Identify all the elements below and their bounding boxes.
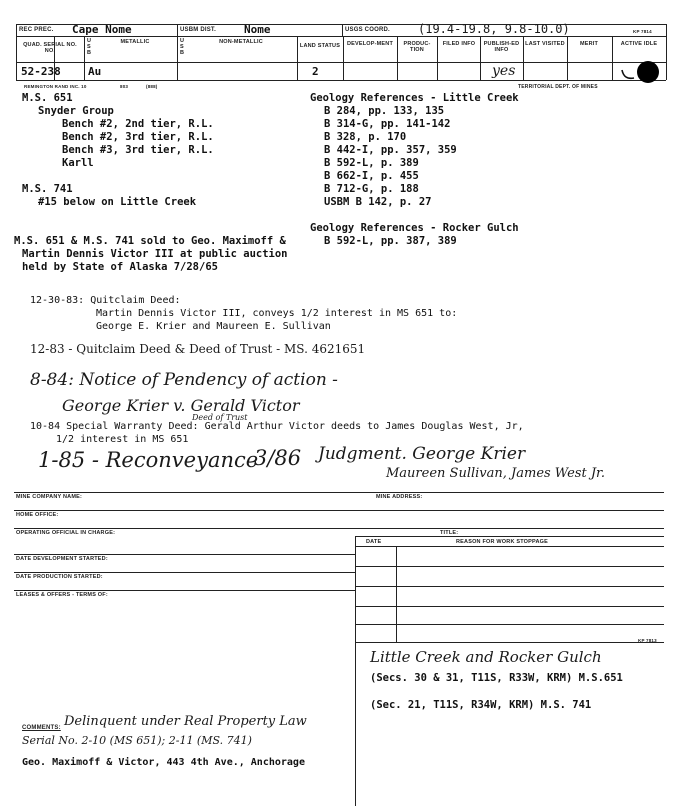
- geo-ref-little-3: B 328, p. 170: [324, 131, 407, 143]
- warranty-line-2: 1/2 interest in MS 651: [56, 434, 189, 445]
- bench-line-3: Bench #3, 3rd tier, R.L.: [62, 144, 214, 156]
- rec-prec-value: Cape Nome: [72, 23, 132, 36]
- col-development: DEVELOP-MENT: [346, 41, 394, 47]
- active-status-dot-icon: [616, 60, 664, 84]
- usgs-coord-label: USGS COORD.: [345, 27, 390, 33]
- stamp-code-2: (888): [146, 84, 158, 89]
- location-line-1: (Secs. 30 & 31, T11S, R33W, KRM) M.S.651: [370, 672, 623, 684]
- handwritten-note-7: Maureen Sullivan, James West Jr.: [386, 466, 605, 481]
- col-metallic: METALLIC: [120, 39, 150, 45]
- date-production-label: DATE PRODUCTION STARTED:: [16, 574, 103, 580]
- territorial-dept: TERRITORIAL DEPT. OF MINES: [518, 84, 598, 90]
- row-metallic-value: Au: [88, 65, 102, 78]
- title-label: TITLE:: [440, 530, 459, 536]
- geo-ref-little-7: B 712-G, p. 188: [324, 183, 419, 195]
- comments-owner: Geo. Maximoff & Victor, 443 4th Ave., Anchorage: [22, 757, 305, 768]
- geo-ref-little-1: B 284, pp. 133, 135: [324, 105, 445, 117]
- geo-refs-little-title: Geology References - Little Creek: [310, 92, 519, 104]
- row-land-status-value: 2: [312, 65, 319, 78]
- col-active-idle: ACTIVE IDLE: [620, 41, 658, 47]
- location-handwritten-title: Little Creek and Rocker Gulch: [370, 648, 602, 666]
- geo-refs-rocker-title: Geology References - Rocker Gulch: [310, 222, 519, 234]
- col-non-metallic: NON-METALLIC: [219, 39, 263, 45]
- sale-line-1: M.S. 651 & M.S. 741 sold to Geo. Maximoff &: [14, 235, 286, 247]
- usbm-dist-label: USBM DIST.: [180, 27, 217, 33]
- ms-651-heading: M.S. 651: [22, 92, 73, 104]
- geo-ref-rocker-1: B 592-L, pp. 387, 389: [324, 235, 457, 247]
- bench-line-1: Bench #2, 2nd tier, R.L.: [62, 118, 214, 130]
- ms-741-heading: M.S. 741: [22, 183, 73, 195]
- quitclaim-line-3: George E. Krier and Maureen E. Sullivan: [96, 321, 331, 332]
- usbm-dist-value: Nome: [244, 23, 271, 36]
- comments-label: COMMENTS:: [22, 725, 61, 731]
- handwritten-note-3: George Krier v. Gerald Victor: [62, 396, 300, 415]
- col-usb-1: U S B: [87, 38, 92, 56]
- form-number: KP 7814: [633, 29, 652, 34]
- col-production: PRODUC-TION: [403, 41, 431, 53]
- reason-column-label: REASON FOR WORK STOPPAGE: [456, 539, 548, 545]
- date-column-label: DATE: [366, 539, 382, 545]
- sale-line-2: Martin Dennis Victor III at public auction: [22, 248, 288, 260]
- quitclaim-line-2: Martin Dennis Victor III, conveys 1/2 interest in MS 651 to:: [96, 308, 458, 319]
- geo-ref-little-5: B 592-L, p. 389: [324, 157, 419, 169]
- leases-label: LEASES & OFFERS - TERMS OF:: [16, 592, 108, 598]
- warranty-line-1: 10-84 Special Warranty Deed: Gerald Arthur Victor deeds to James Douglas West, Jr,: [30, 421, 524, 432]
- mine-address-label: MINE ADDRESS:: [376, 494, 423, 500]
- form-number-2: KP 7813: [638, 638, 657, 643]
- col-usb-2: U S B: [180, 38, 185, 56]
- col-land-status: LAND STATUS: [299, 43, 341, 49]
- col-last-visited: LAST VISITED: [525, 41, 565, 47]
- mine-company-label: MINE COMPANY NAME:: [16, 494, 83, 500]
- col-quad-serial: QUAD. SERIAL NO. NO.: [23, 42, 77, 54]
- handwritten-note-2: 8-84: Notice of Pendency of action -: [30, 370, 338, 390]
- handwritten-note-4: 1-85 - Reconveyance: [38, 448, 259, 472]
- handwritten-note-6: Judgment. George Krier: [318, 444, 526, 464]
- usgs-coord-value: (19.4-19.8, 9.8-10.0): [418, 22, 570, 36]
- printer-stamp: REMINGTON RAND INC. 10: [24, 84, 87, 89]
- geo-ref-little-6: B 662-I, p. 455: [324, 170, 419, 182]
- snyder-group: Snyder Group: [38, 105, 114, 117]
- ms-741-desc: #15 below on Little Creek: [38, 196, 197, 208]
- col-filed-info: FILED INFO: [442, 41, 476, 47]
- comments-handwritten-1: Delinquent under Real Property Law: [64, 714, 307, 729]
- stamp-code-1: 803: [120, 84, 129, 89]
- handwritten-note-1: 12-83 - Quitclaim Deed & Deed of Trust - MS. 4621651: [30, 342, 366, 356]
- row-published-value: yes: [492, 63, 516, 79]
- rec-prec-label: REC PREC.: [19, 27, 54, 33]
- handwritten-note-5: 3/86: [254, 446, 302, 470]
- location-line-2: (Sec. 21, T11S, R34W, KRM) M.S. 741: [370, 699, 592, 711]
- geo-ref-little-2: B 314-G, pp. 141-142: [324, 118, 451, 130]
- col-published-info: PUBLISH-ED INFO: [483, 41, 520, 53]
- row-quad-value: 52-238: [21, 65, 61, 78]
- deed-of-trust-insert: Deed of Trust: [192, 413, 248, 422]
- sale-line-3: held by State of Alaska 7/28/65: [22, 261, 218, 273]
- geo-ref-little-4: B 442-I, pp. 357, 359: [324, 144, 457, 156]
- geo-ref-little-8: USBM B 142, p. 27: [324, 196, 432, 208]
- bench-line-4: Karll: [62, 157, 94, 169]
- home-office-label: HOME OFFICE:: [16, 512, 59, 518]
- bench-line-2: Bench #2, 3rd tier, R.L.: [62, 131, 214, 143]
- operating-official-label: OPERATING OFFICIAL IN CHARGE:: [16, 530, 116, 536]
- quitclaim-line-1: 12-30-83: Quitclaim Deed:: [30, 295, 181, 306]
- date-development-label: DATE DEVELOPMENT STARTED:: [16, 556, 108, 562]
- col-merit: MERIT: [579, 41, 599, 47]
- comments-handwritten-2: Serial No. 2-10 (MS 651); 2-11 (MS. 741): [22, 734, 252, 747]
